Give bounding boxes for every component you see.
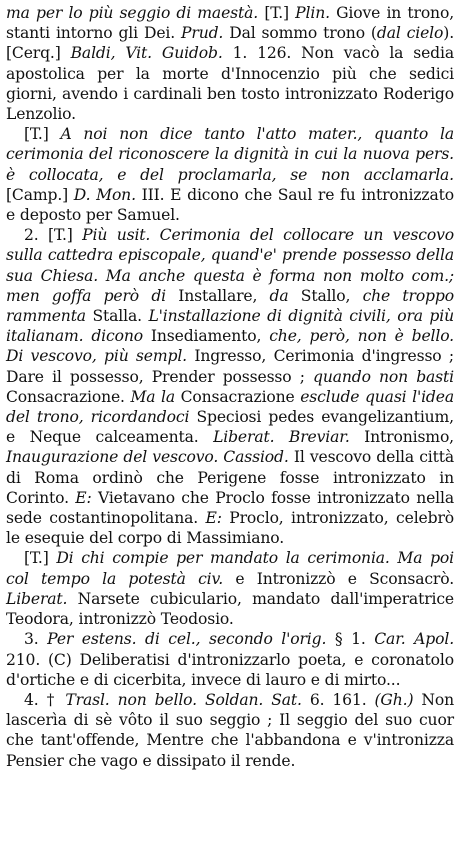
text-run: 1. 126. Non vacò la sedia apostolica per la morte d'Innocenzio più che sedici giorni, avendo i cardinali ben tosto intronizzato Roderigo Lenzolio. xyxy=(6,44,454,124)
text-run: Liberat. Breviar. xyxy=(213,428,350,447)
text-run: Stallo, xyxy=(288,286,363,305)
entry-paragraph-sense-2 xyxy=(6,225,454,548)
text-run: 210. (C) Deliberatisi d'intronizzarlo poeta, e coronatolo d'ortiche e di cicerbita, invece di lauro e di mirto... xyxy=(6,650,454,689)
text-run: 3. xyxy=(24,630,48,649)
text-run: che troppo rammenta xyxy=(6,286,454,326)
text-run: Ingresso, Cerimonia d'ingresso ; Dare il possesso, Prender possesso ; xyxy=(6,347,454,386)
text-run: Trasl. non bello. Soldan. Sat. xyxy=(65,690,302,709)
text-run: e Intronizzò e Sconsacrò. xyxy=(223,569,454,588)
text-run: E: xyxy=(75,488,92,507)
text-run: esclude quasi l'idea del trono, ricordandoci xyxy=(6,387,454,427)
text-run: Baldi, Vit. Guidob. xyxy=(70,44,223,63)
text-run: Prud. xyxy=(181,24,224,43)
text-run: Ma la xyxy=(130,387,175,406)
entry-paragraph-sense-1 xyxy=(6,3,454,124)
text-run: Liberat. xyxy=(6,589,68,608)
text-run: 4. † xyxy=(24,690,66,709)
text-run: Narsete cubiculario, mandato dall'imperatrice Teodora, intronizzò Teodosio. xyxy=(6,589,454,629)
text-run: 2. [T.] xyxy=(24,226,83,245)
text-run: Proclo, intronizzato, celebrò le esequie del corpo di Massimiano. xyxy=(6,509,454,548)
text-run: Vietavano che Proclo fosse intronizzato nella sede costantinopolitana. xyxy=(6,488,454,528)
text-run: (Gh.) xyxy=(374,690,414,709)
text-run: ma per lo più seggio di maestà. xyxy=(6,4,259,22)
text-run: Di chi compie per mandato la cerimonia. Ma poi col tempo la potestà civ. xyxy=(6,549,454,588)
text-run: Intronismo, xyxy=(349,428,454,447)
text-run: quando non basti xyxy=(312,367,454,386)
text-run: [T.] xyxy=(24,125,61,144)
entry-paragraph-sense-4 xyxy=(6,690,454,771)
text-run: Per estens. di cel., secondo l'orig. xyxy=(47,630,327,649)
text-run: Stalla. xyxy=(85,307,149,326)
text-run: 6. 161. xyxy=(301,690,375,709)
text-run: Non lascerìa di sè vôto il suo seggio ; Il seggio del suo cuor che tant'offende, Mentre che l'abbandona e v'intronizza Pensier che vago e dissipato il rende. xyxy=(6,690,454,770)
text-run: E: xyxy=(205,509,222,528)
text-run: ). [Cerq.] xyxy=(6,24,455,63)
text-run: Car. Apol. xyxy=(374,630,454,649)
text-run: Inaugurazione del vescovo. Cassiod. xyxy=(6,448,289,467)
text-run: [Camp.] xyxy=(6,185,74,204)
text-run: Più usit. Cerimonia del collocare un vescovo sulla cattedra episcopale, quand'e' prende possesso della sua Chiesa. Ma anche questa è forma non molto com.; men goffa però di xyxy=(6,226,454,305)
text-run: Giove in trono, stanti intorno gli Dei. xyxy=(6,4,454,43)
text-run: [T.] xyxy=(258,4,296,22)
text-run: dal cielo xyxy=(376,24,444,43)
text-run: Insediamento, xyxy=(142,327,270,346)
text-run: [T.] xyxy=(24,549,57,568)
text-run: Consacrazione. xyxy=(6,387,131,406)
text-run: Installare, xyxy=(165,286,270,305)
entry-paragraph-sense-3 xyxy=(6,629,454,690)
text-run: che, però, non è bello. Di vescovo, più sempl. xyxy=(6,327,454,366)
text-run: Dal sommo trono ( xyxy=(223,24,377,43)
text-run: III. E dicono che Saul re fu intronizzato e deposto per Samuel. xyxy=(6,185,454,225)
text-run: Plin. xyxy=(295,4,330,22)
text-run: A noi non dice tanto l'atto mater., quanto la cerimonia del riconoscere la dignità in cui la nuova pers. è collocata, e del proclamarla, se non acclamarla. xyxy=(6,125,454,184)
text-run: § 1. xyxy=(326,630,375,649)
text-run: Speciosi pedes evangelizantium, e Neque calceamenta. xyxy=(6,408,454,447)
text-run: L'installazione di dignità civili, ora più italianam. dicono xyxy=(6,307,454,346)
text-run: Consacrazione xyxy=(174,387,301,406)
text-run: D. Mon. xyxy=(73,185,136,204)
text-run: Il vescovo della città di Roma ordinò che Perigene fosse intronizzato in Corinto. xyxy=(6,448,454,507)
text-run: da xyxy=(269,286,289,305)
entry-paragraph-sense-2-note xyxy=(6,548,454,629)
entry-paragraph-sense-1-note xyxy=(6,124,454,225)
